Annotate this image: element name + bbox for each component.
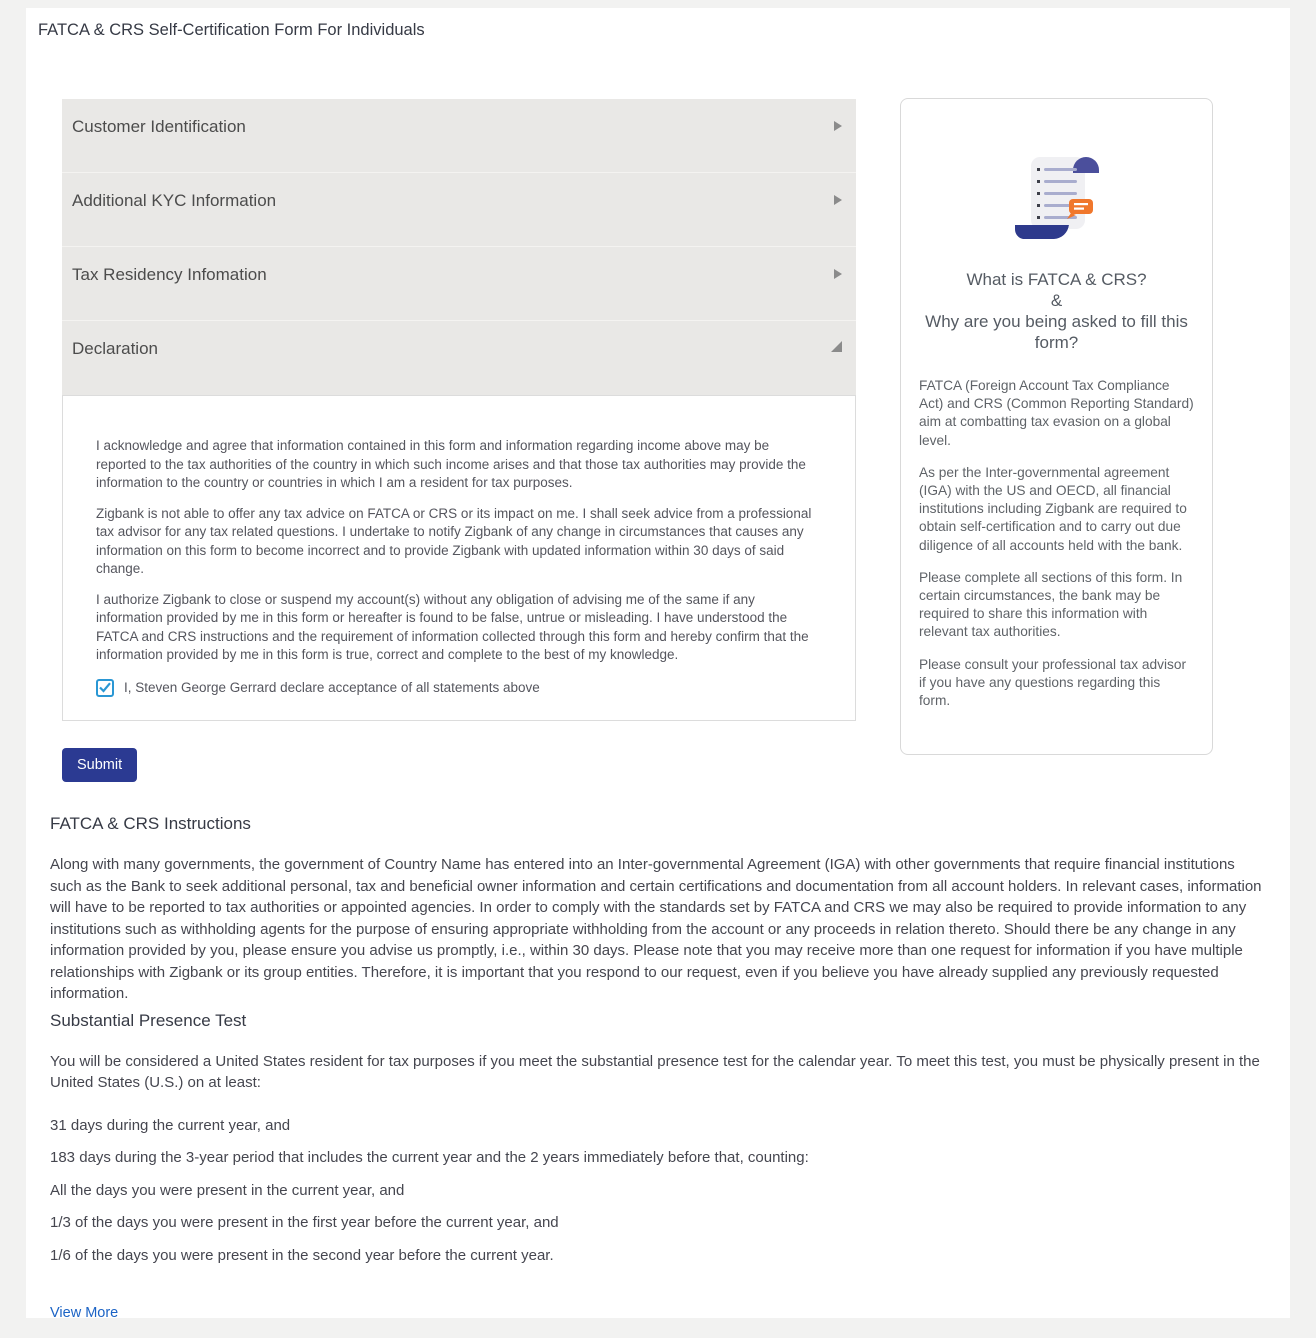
accordion-item-declaration[interactable] <box>62 321 856 395</box>
declaration-panel <box>62 395 856 721</box>
info-paragraph: Please complete all sections of this form. In certain circumstances, the bank may be required to share this information with relevant tax authorities. <box>919 569 1183 640</box>
info-card-heading <box>915 269 1198 353</box>
instructions-heading: FATCA & CRS Instructions <box>50 814 251 833</box>
spt-list-item: 183 days during the 3-year period that includes the current year and the 2 years immediately before that, counting: <box>50 1149 809 1166</box>
submit-button[interactable]: Submit <box>62 748 137 782</box>
page-title: FATCA & CRS Self-Certification Form For Individuals <box>38 21 425 39</box>
accordion-item-label: Customer Identification <box>72 117 246 136</box>
accordion-item-label: Tax Residency Infomation <box>72 265 267 284</box>
declaration-paragraph: Zigbank is not able to offer any tax advice on FATCA or CRS or its impact on me. I shall seek advice from a professional tax advisor for any tax related questions. I undertake to notify Zigbank of any change in circumstances that causes any information on this form to become incorrect and to provide Zigbank with updated information within 30 days of said change. <box>96 505 812 576</box>
instructions-section <box>50 812 1266 1337</box>
declaration-checkbox-row[interactable] <box>96 679 855 697</box>
accordion-item-label: Additional KYC Information <box>72 191 277 210</box>
chevron-right-icon <box>834 121 842 131</box>
info-card <box>900 98 1213 755</box>
instructions-body: Along with many governments, the government of Country Name has entered into an Inter-governmental Agreement (IGA) with other governments that require financial institutions such as the Bank to seek additional personal, tax and beneficial owner information and certain certifications and documentation from all account holders. In relevant cases, information will have to be reported to tax authorities or appointed agencies. In order to comply with the standards set by FATCA and CRS we may also be required to provide information to any institutions such as withholding agents for the purpose of ensuring appropriate withholding from the account or any proceeds in relation thereto. Should there be any change in any information provided by you, please ensure you advise us promptly, i.e., within 30 days. Please note that you may receive more than one request for information if you have multiple relationships with Zigbank or its group entities. Therefore, it is important that you respond to our request, even if you believe you have already supplied any previously requested information. <box>50 856 1262 1002</box>
accordion-item-label: Declaration <box>72 339 158 358</box>
chevron-right-icon <box>834 195 842 205</box>
checkbox-checked-icon[interactable] <box>96 679 114 697</box>
substantial-presence-test-heading: Substantial Presence Test <box>50 1010 247 1030</box>
info-heading-line: Why are you being asked to fill this form? <box>925 312 1188 352</box>
accordion-item-tax-residency[interactable] <box>62 247 856 321</box>
spt-list-item: 1/3 of the days you were present in the first year before the current year, and <box>50 1214 559 1231</box>
chevron-right-icon <box>834 269 842 279</box>
declaration-checkbox-label: I, Steven George Gerrard declare acceptance of all statements above <box>124 680 540 695</box>
accordion-item-customer-identification[interactable] <box>62 99 856 173</box>
view-more-link[interactable]: View More <box>50 1305 119 1321</box>
spt-intro-paragraph: You will be considered a United States resident for tax purposes if you meet the substantial presence test for the calendar year. To meet this test, you must be physically present in the United States (U.S.) on at least: <box>50 1052 1260 1091</box>
info-paragraph: As per the Inter-governmental agreement (IGA) with the US and OECD, all financial institutions including Zigbank are required to obtain self-certification and to carry out due diligence of all accounts held with the bank. <box>919 464 1187 553</box>
info-heading-line: What is FATCA & CRS? <box>966 270 1147 289</box>
scroll-document-icon <box>901 155 1212 237</box>
accordion-item-additional-kyc[interactable] <box>62 173 856 247</box>
info-heading-line: & <box>1050 291 1063 310</box>
accordion <box>62 99 856 395</box>
spt-list-item: All the days you were present in the current year, and <box>50 1181 405 1199</box>
main-panel <box>26 8 1290 1321</box>
declaration-paragraph: I authorize Zigbank to close or suspend my account(s) without any obligation of advising me of the same if any information provided by me in this form or hereafter is found to be false, untrue or misleading. I have understood the FATCA and CRS instructions and the requirement of information collected through this form and hereby confirm that the information provided by me in this form is true, correct and complete to the best of my knowledge. <box>96 591 809 662</box>
content-area <box>26 99 1290 782</box>
info-paragraph: FATCA (Foreign Account Tax Compliance Act) and CRS (Common Reporting Standard) aim at combatting tax evasion on a global level. <box>919 378 1194 448</box>
spt-list-item: 1/6 of the days you were present in the second year before the current year. <box>50 1246 554 1264</box>
spt-list <box>50 1116 1266 1265</box>
triangle-expanded-icon <box>831 341 842 352</box>
declaration-paragraph: I acknowledge and agree that information contained in this form and information regarding income above may be reported to the tax authorities of the country in which such income arises and that those tax authorities may provide the information to the country or countries in which I am a resident for tax purposes. <box>96 438 806 490</box>
info-paragraph: Please consult your professional tax advisor if you have any questions regarding this form. <box>919 656 1187 709</box>
spt-list-item: 31 days during the current year, and <box>50 1116 291 1134</box>
info-card-body <box>901 377 1212 710</box>
